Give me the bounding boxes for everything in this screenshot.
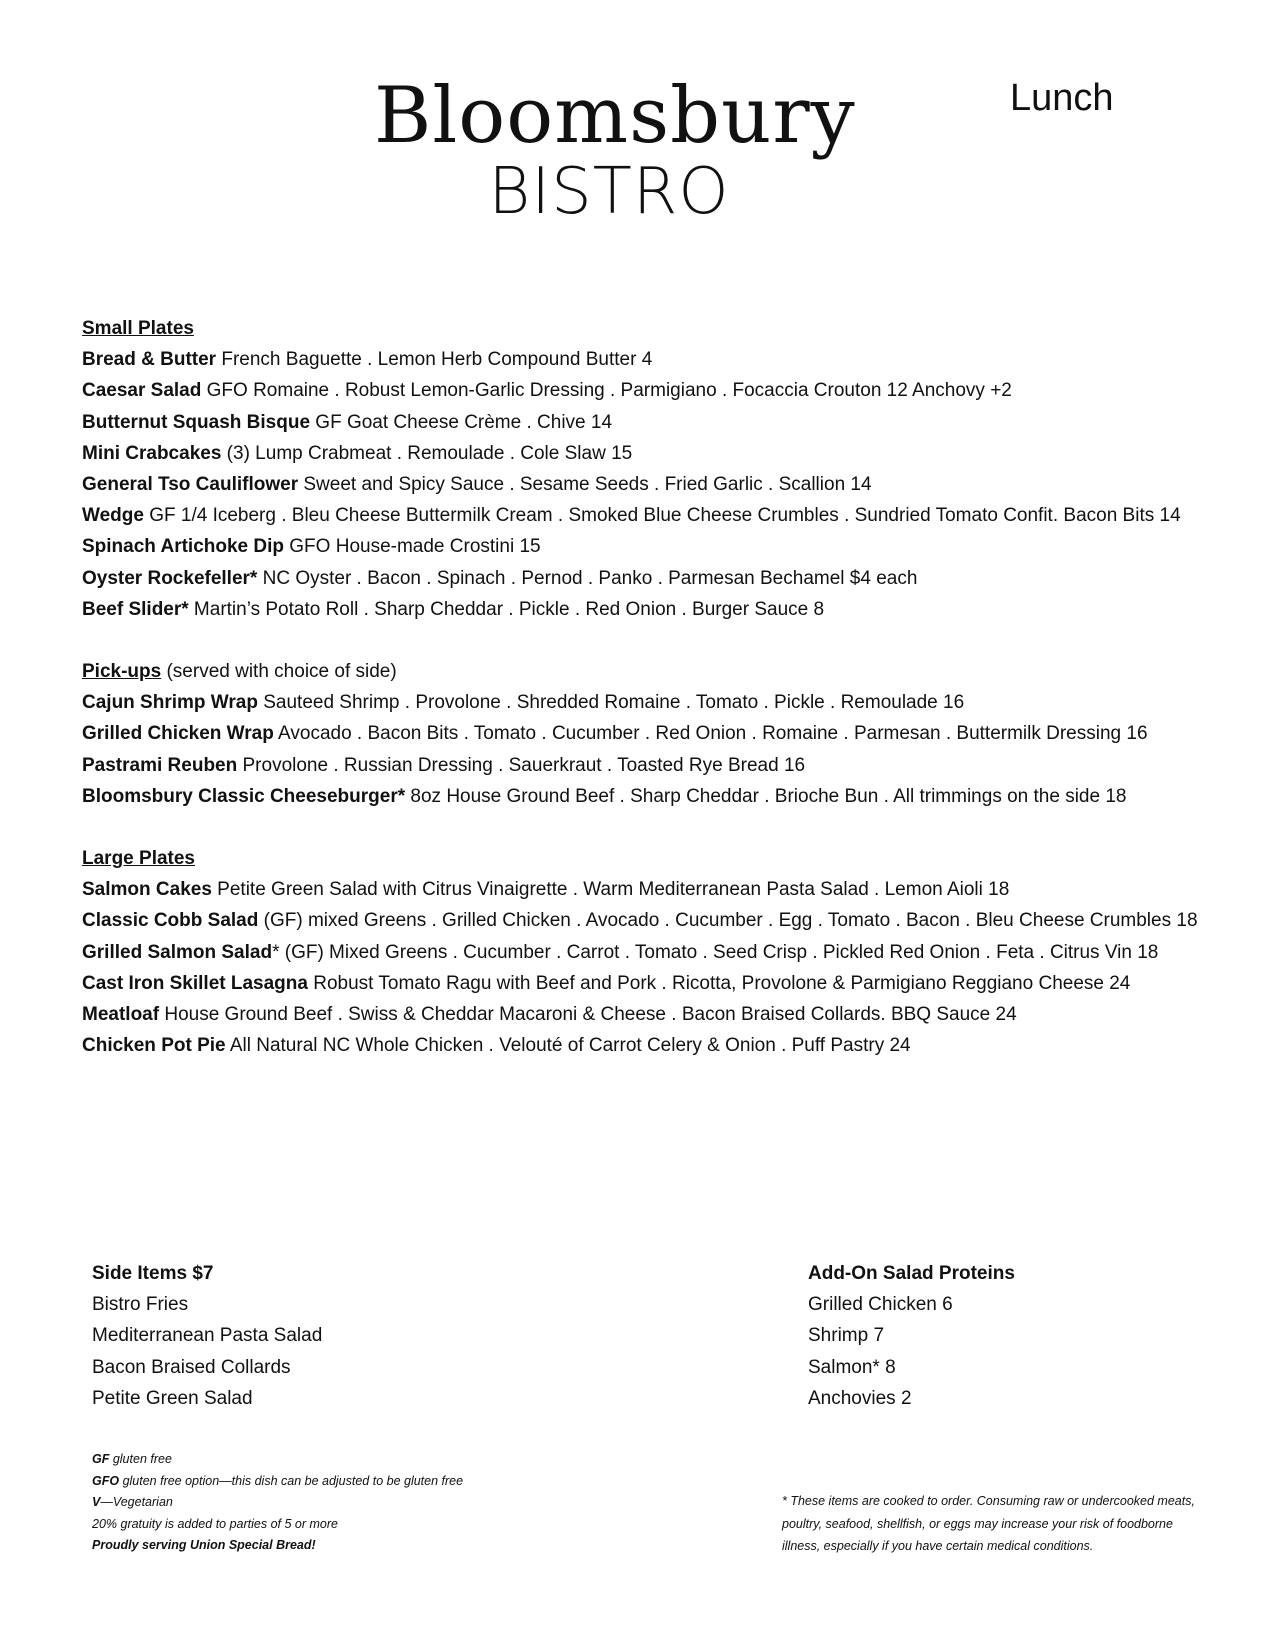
menu-item [82, 469, 1232, 500]
menu-item-name: Grilled Salmon Salad [82, 941, 273, 963]
legend-text: —Vegetarian [100, 1495, 173, 1510]
legend-key: V [92, 1495, 101, 1510]
menu-item [82, 781, 1232, 812]
section-title: Pick-ups [82, 661, 162, 683]
menu-item-desc: * (GF) Mixed Greens . Cucumber . Carrot . Tomato . Seed Crisp . Pickled Red Onion . Feta . Citrus Vin 18 [272, 941, 1159, 963]
menu-item-name: Chicken Pot Pie [82, 1035, 226, 1057]
menu-item [82, 594, 1232, 625]
salad-proteins-title: Add-On Salad Proteins [808, 1263, 1015, 1284]
menu-item-desc: All Natural NC Whole Chicken . Velouté of Carrot Celery & Onion . Puff Pastry 24 [225, 1035, 911, 1057]
menu-item-name: Classic Cobb Salad [82, 910, 259, 932]
protein-item: Shrimp 7 [808, 1325, 885, 1347]
side-items-list [92, 1258, 322, 1414]
menu-item-name: Salmon Cakes [82, 879, 212, 901]
section-large-plates [82, 843, 1232, 1061]
menu-item-desc: Provolone . Russian Dressing . Sauerkraut . Toasted Rye Bread 16 [237, 754, 806, 776]
menu-item [82, 687, 1232, 718]
section-pick-ups [82, 656, 1232, 812]
protein-item: Grilled Chicken 6 [808, 1294, 953, 1316]
section-small-plates [82, 313, 1232, 625]
menu-item [82, 563, 1232, 594]
menu-item-desc: Sweet and Spicy Sauce . Sesame Seeds . Fried Garlic . Scallion 14 [298, 474, 872, 496]
side-item: Bistro Fries [92, 1294, 189, 1316]
menu-item [82, 500, 1232, 531]
menu-item-name: Mini Crabcakes [82, 442, 222, 464]
menu-item-desc: French Baguette . Lemon Herb Compound Butter 4 [216, 349, 653, 371]
side-item: Mediterranean Pasta Salad [92, 1325, 323, 1347]
section-heading [82, 656, 1232, 687]
gratuity-note: 20% gratuity is added to parties of 5 or more [92, 1516, 338, 1531]
legend-text: gluten free [109, 1452, 172, 1466]
menu-sections [82, 313, 1232, 1092]
menu-item-name: Spinach Artichoke Dip [82, 536, 284, 558]
menu-item-desc: Petite Green Salad with Citrus Vinaigrette . Warm Mediterranean Pasta Salad . Lemon Aioli 18 [211, 879, 1010, 901]
menu-item-desc: House Ground Beef . Swiss & Cheddar Macaroni & Cheese . Bacon Braised Collards. BBQ Sauce 24 [159, 1004, 1017, 1026]
section-heading [82, 843, 1232, 874]
menu-item [82, 999, 1232, 1030]
menu-item [82, 937, 1232, 968]
menu-item-desc: 8oz House Ground Beef . Sharp Cheddar . Brioche Bun . All trimmings on the side 18 [405, 785, 1127, 807]
menu-item-desc: NC Oyster . Bacon . Spinach . Pernod . Panko . Parmesan Bechamel $4 each [257, 567, 918, 589]
legend-text: gluten free option—this dish can be adjusted to be gluten free [119, 1473, 464, 1488]
bread-note: Proudly serving Union Special Bread! [92, 1538, 316, 1553]
menu-item-desc: Martin’s Potato Roll . Sharp Cheddar . Pickle . Red Onion . Burger Sauce 8 [188, 598, 825, 620]
menu-item-desc: GFO Romaine . Robust Lemon-Garlic Dressing . Parmigiano . Focaccia Crouton 12 Anchovy +2 [201, 380, 1012, 402]
menu-item-name: Pastrami Reuben [82, 754, 238, 776]
menu-item-name: Wedge [82, 505, 144, 527]
legend-key: GFO [92, 1473, 120, 1488]
menu-item-name: Oyster Rockefeller* [82, 567, 258, 589]
section-title: Small Plates [82, 318, 194, 339]
menu-item-desc: (GF) mixed Greens . Grilled Chicken . Avocado . Cucumber . Egg . Tomato . Bacon . Bleu Cheese Crumbles 18 [258, 910, 1198, 932]
section-subtitle: (served with choice of side) [161, 661, 397, 683]
menu-item [82, 750, 1232, 781]
logo-bistro: BISTRO [488, 155, 730, 229]
side-item: Petite Green Salad [92, 1387, 253, 1409]
logo-bloomsbury: Bloomsbury [374, 71, 856, 161]
menu-item [82, 1030, 1232, 1061]
section-title: Large Plates [82, 848, 195, 870]
menu-item [82, 407, 1232, 438]
menu-item [82, 531, 1232, 562]
menu-item-desc: GF 1/4 Iceberg . Bleu Cheese Buttermilk Cream . Smoked Blue Cheese Crumbles . Sundried Tomato Confit. Bacon Bits 14 [143, 505, 1181, 527]
menu-item-desc: (3) Lump Crabmeat . Remoulade . Cole Slaw 15 [221, 442, 633, 464]
menu-item-name: Cast Iron Skillet Lasagna [82, 972, 308, 994]
side-items-title: Side Items $7 [92, 1263, 214, 1284]
menu-item-name: Meatloaf [82, 1004, 160, 1026]
menu-item-desc: GFO House-made Crostini 15 [284, 536, 541, 558]
protein-item: Anchovies 2 [808, 1387, 912, 1409]
menu-item-name: Beef Slider* [82, 598, 189, 620]
menu-item-name: Bread & Butter [82, 349, 217, 371]
menu-item-desc: Robust Tomato Ragu with Beef and Pork . Ricotta, Provolone & Parmigiano Reggiano Cheese 24 [307, 972, 1131, 994]
menu-item [82, 375, 1232, 406]
legend-gfo [92, 1471, 463, 1493]
menu-item-name: Bloomsbury Classic Cheeseburger* [82, 785, 406, 807]
menu-item-name: General Tso Cauliflower [82, 474, 299, 496]
dietary-legend [92, 1449, 463, 1557]
menu-item-desc: Avocado . Bacon Bits . Tomato . Cucumber . Red Onion . Romaine . Parmesan . Buttermilk Dressing 16 [273, 723, 1148, 745]
menu-item [82, 344, 1232, 375]
menu-item [82, 905, 1232, 936]
menu-item-name: Cajun Shrimp Wrap [82, 692, 258, 714]
legend-gf [92, 1449, 463, 1471]
food-safety-disclaimer: * These items are cooked to order. Consuming raw or undercooked meats, poultry, seafood, shellfish, or eggs may increase your risk of foodborne illness, especially if you have certain medical conditions. [782, 1494, 1195, 1553]
protein-item: Salmon* 8 [808, 1356, 896, 1378]
salad-proteins-list [808, 1258, 1015, 1414]
menu-item-name: Butternut Squash Bisque [82, 411, 311, 433]
menu-item [82, 438, 1232, 469]
side-item: Bacon Braised Collards [92, 1356, 291, 1378]
menu-item-desc: Sauteed Shrimp . Provolone . Shredded Romaine . Tomato . Pickle . Remoulade 16 [257, 692, 965, 714]
menu-item [82, 874, 1232, 905]
legend-v [92, 1492, 463, 1514]
menu-item-desc: GF Goat Cheese Crème . Chive 14 [310, 411, 613, 433]
menu-meal-title: Lunch [1010, 77, 1114, 119]
menu-item [82, 968, 1232, 999]
section-heading [82, 313, 1232, 344]
menu-item [82, 718, 1232, 749]
menu-item-name: Caesar Salad [82, 380, 202, 402]
legend-key: GF [92, 1452, 110, 1466]
menu-item-name: Grilled Chicken Wrap [82, 723, 274, 745]
